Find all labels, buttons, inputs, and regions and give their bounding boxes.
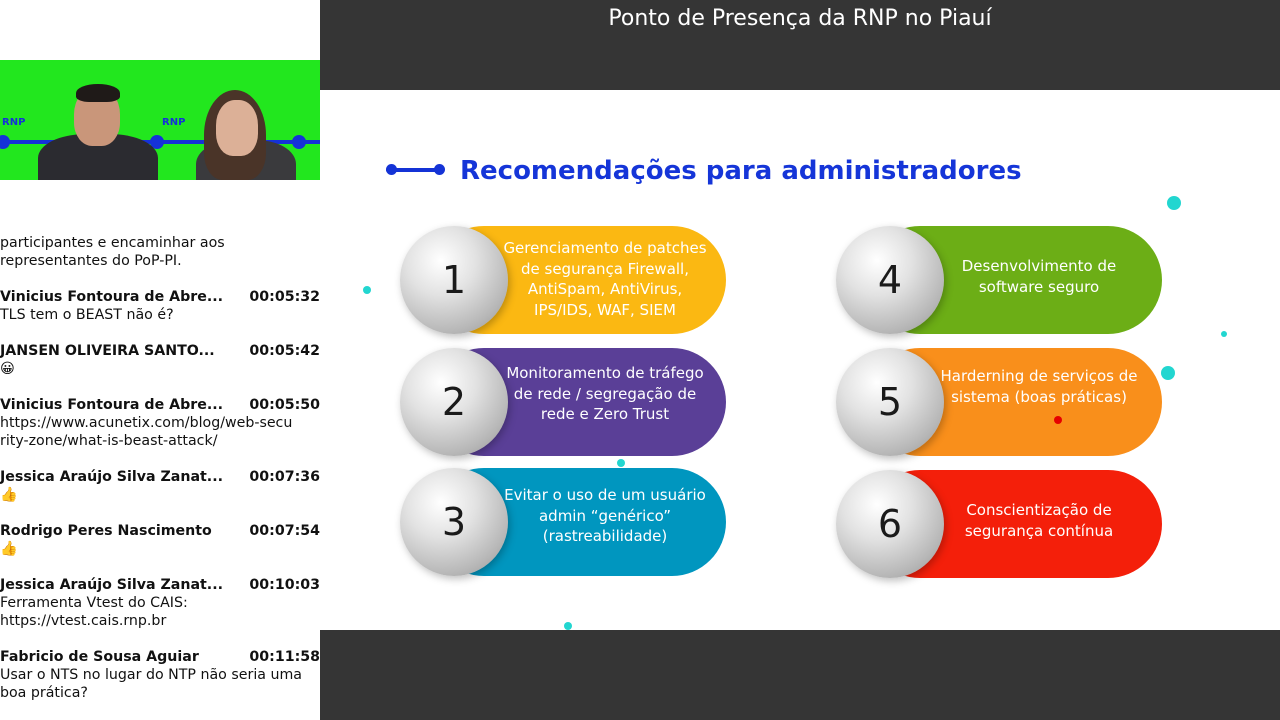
chat-message	[0, 288, 320, 324]
recommendation-3-number: 3	[441, 500, 467, 544]
video-logo: RNP	[162, 117, 186, 128]
chat-panel	[0, 0, 320, 720]
chat-timestamp: 00:10:03	[249, 577, 320, 593]
recommendation-3-number-badge	[400, 468, 508, 576]
recommendation-3-text: Evitar o uso de um usuário admin “genérico” (rastreabilidade)	[504, 486, 706, 545]
recommendation-2-number-badge	[400, 348, 508, 456]
recommendation-4-number-badge	[836, 226, 944, 334]
chat-message-header	[0, 648, 320, 666]
chat-sender-name: Jessica Araújo Silva Zanat...	[0, 469, 223, 485]
chat-timestamp: 00:07:54	[249, 523, 320, 539]
chat-sender-name: Vinicius Fontoura de Abre...	[0, 397, 224, 413]
chat-sender-name: Jessica Araújo Silva Zanat...	[0, 577, 223, 593]
decorative-dot	[1167, 196, 1181, 210]
recommendation-1-number-badge	[400, 226, 508, 334]
chat-message-header	[0, 288, 320, 306]
chat-message-header	[0, 396, 320, 414]
chat-message-header	[0, 468, 320, 486]
video-background-dot	[0, 135, 10, 149]
chat-message-text: 😀	[0, 361, 15, 377]
participant-1-hair	[76, 84, 120, 102]
recommendation-4-number: 4	[877, 258, 903, 302]
chat-message-header	[0, 522, 320, 540]
chat-timestamp: 00:07:36	[249, 469, 320, 485]
chat-sender-name: Vinicius Fontoura de Abre...	[0, 289, 224, 305]
chat-timestamp: 00:05:32	[249, 289, 320, 305]
recommendation-1-text: Gerenciamento de patches de segurança Firewall, AntiSpam, AntiVirus, IPS/IDS, WAF, SIEM	[503, 239, 707, 319]
decorative-dot	[1161, 366, 1175, 380]
recommendation-2-number: 2	[441, 380, 467, 424]
chat-message	[0, 396, 320, 450]
video-background-dot	[292, 135, 306, 149]
chat-message	[0, 576, 320, 630]
recommendation-6-number-badge	[836, 470, 944, 578]
decorative-dot	[617, 459, 625, 467]
chat-messages	[0, 234, 320, 720]
chat-sender-name: Rodrigo Peres Nascimento	[0, 523, 212, 539]
chat-message-text: https://www.acunetix.com/blog/web-secu rity-zone/what-is-beast-attack/	[0, 415, 293, 449]
chat-message-header	[0, 342, 320, 360]
presentation-stage	[320, 0, 1280, 720]
chat-message-text: Usar o NTS no lugar do NTP não seria uma boa prática?	[0, 667, 302, 701]
recommendation-4-text: Desenvolvimento de software seguro	[961, 257, 1117, 296]
chat-sender-name: JANSEN OLIVEIRA SANTO...	[0, 343, 215, 359]
chat-message-text: Ferramenta Vtest do CAIS: https://vtest.cais.rnp.br	[0, 595, 188, 629]
meeting-title: Ponto de Presença da RNP no Piauí	[608, 6, 992, 31]
slide	[320, 90, 1280, 630]
participant-2-head	[216, 100, 258, 156]
heading-line-dot	[434, 164, 445, 175]
recommendation-6-number: 6	[877, 502, 903, 546]
chat-message-partial	[0, 234, 320, 270]
decorative-dot	[564, 622, 572, 630]
chat-timestamp: 00:05:50	[249, 397, 320, 413]
recommendation-5-number-badge	[836, 348, 944, 456]
recommendation-1-number: 1	[441, 258, 467, 302]
slide-heading: Recomendações para administradores	[460, 156, 1022, 186]
video-logo: RNP	[2, 117, 26, 128]
participant-video	[0, 60, 320, 180]
chat-message	[0, 468, 320, 504]
recommendation-5-number: 5	[877, 380, 903, 424]
chat-timestamp: 00:11:58	[249, 649, 320, 665]
recommendation-2-text: Monitoramento de tráfego de rede / segregação de rede e Zero Trust	[506, 364, 704, 423]
decorative-dot	[1221, 331, 1227, 337]
chat-sender-name: Fabricio de Sousa Aguiar	[0, 649, 199, 665]
laser-pointer-dot	[1054, 416, 1062, 424]
chat-message	[0, 522, 320, 558]
recommendation-5-text: Harderning de serviços de sistema (boas práticas)	[940, 367, 1138, 406]
decorative-dot	[363, 286, 371, 294]
chat-message-text: participantes e encaminhar aos representantes do PoP-PI.	[0, 235, 225, 269]
chat-message	[0, 648, 320, 702]
chat-message-header	[0, 576, 320, 594]
recommendation-6-text: Conscientização de segurança contínua	[964, 501, 1114, 540]
chat-message-text: 👍	[0, 541, 18, 557]
chat-message-text: TLS tem o BEAST não é?	[0, 307, 174, 323]
chat-message	[0, 342, 320, 378]
chat-timestamp: 00:05:42	[249, 343, 320, 359]
chat-message-text: 👍	[0, 487, 18, 503]
